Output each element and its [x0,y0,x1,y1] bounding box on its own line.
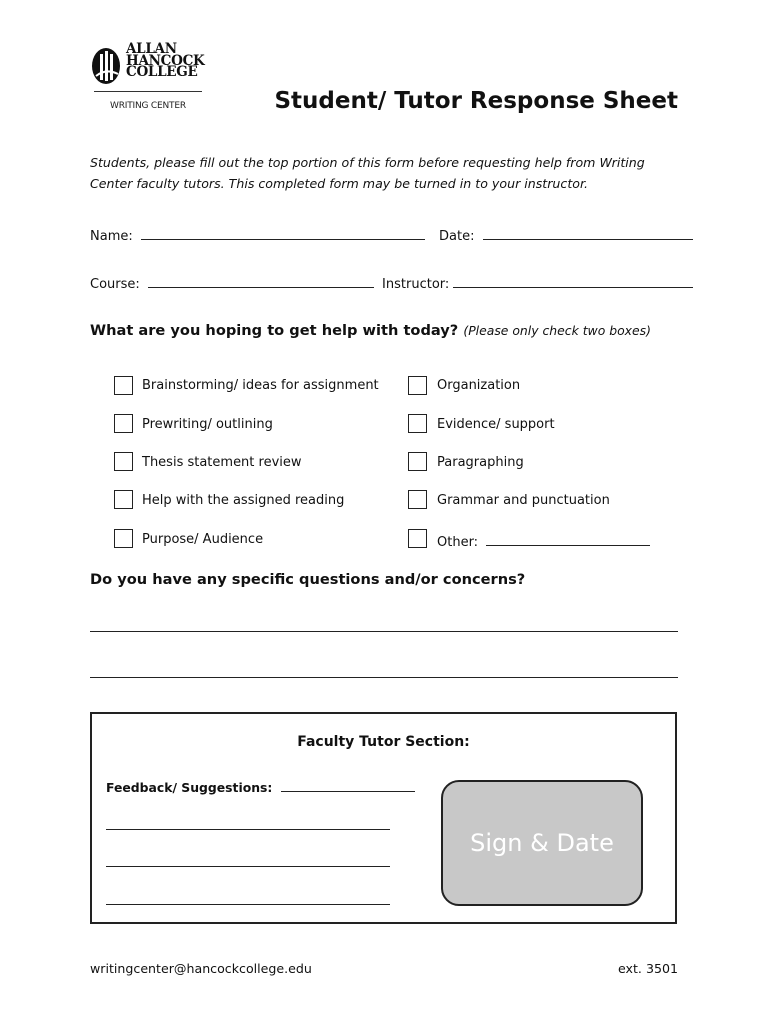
instructor-field[interactable] [453,274,693,288]
checkbox-label: Brainstorming/ ideas for assignment [142,378,379,393]
checkbox-grammar[interactable] [408,490,427,509]
checkbox-brainstorming[interactable] [114,376,133,395]
instructor-label: Instructor: [382,277,450,292]
college-emblem-icon [90,46,126,86]
feedback-line-3[interactable] [106,904,390,905]
help-question-note: (Please only check two boxes) [463,323,651,338]
intro-text: Students, please fill out the top portion of this form before requesting help from Writing Center faculty tutors. This completed form may be turned in to your instructor. [90,155,645,191]
logo-divider [94,91,202,92]
help-question-text: What are you hoping to get help with today? [90,322,459,339]
checkbox-label: Paragraphing [437,455,524,470]
page-title: Student/ Tutor Response Sheet [274,88,678,114]
tutor-section-title: Faculty Tutor Section: [297,734,470,750]
checkbox-label: Evidence/ support [437,417,555,432]
concerns-line-2[interactable] [90,677,678,678]
other-field[interactable] [486,532,650,546]
checkbox-label: Grammar and punctuation [437,493,610,508]
concerns-question: Do you have any specific questions and/or concerns? [90,571,526,588]
checkbox-label: Organization [437,378,521,393]
checkbox-label: Other: [437,535,479,550]
date-field[interactable] [483,226,693,240]
college-name: ALLAN HANCOCK COLLEGE [126,41,205,80]
footer-extension: ext. 3501 [618,961,678,976]
checkbox-label: Prewriting/ outlining [142,417,273,432]
name-label: Name: [90,229,133,244]
checkbox-label: Thesis statement review [142,455,302,470]
feedback-line-2[interactable] [106,866,390,867]
checkbox-thesis[interactable] [114,452,133,471]
checkbox-paragraphing[interactable] [408,452,427,471]
sign-date-box[interactable] [441,780,643,906]
concerns-line-1[interactable] [90,631,678,632]
checkbox-evidence[interactable] [408,414,427,433]
feedback-label: Feedback/ Suggestions: [106,780,273,795]
course-instructor-row [90,274,693,292]
feedback-row [106,778,415,795]
feedback-line-1[interactable] [106,829,390,830]
checkbox-label: Purpose/ Audience [142,532,264,547]
name-field[interactable] [141,226,425,240]
sign-date-label: Sign & Date [470,829,614,857]
checkbox-label: Help with the assigned reading [142,493,345,508]
footer-email: writingcenter@hancockcollege.edu [90,961,312,976]
checkbox-assigned-reading[interactable] [114,490,133,509]
name-date-row [90,226,693,244]
other-row [437,532,650,550]
help-question [90,322,651,339]
date-label: Date: [439,229,475,244]
checkbox-prewriting[interactable] [114,414,133,433]
course-field[interactable] [148,274,374,288]
feedback-field[interactable] [281,778,415,792]
checkbox-organization[interactable] [408,376,427,395]
checkbox-purpose-audience[interactable] [114,529,133,548]
logo-subtitle: WRITING CENTER [110,101,186,111]
faculty-tutor-section [90,712,677,924]
course-label: Course: [90,277,140,292]
checkbox-other[interactable] [408,529,427,548]
college-logo [90,41,210,114]
